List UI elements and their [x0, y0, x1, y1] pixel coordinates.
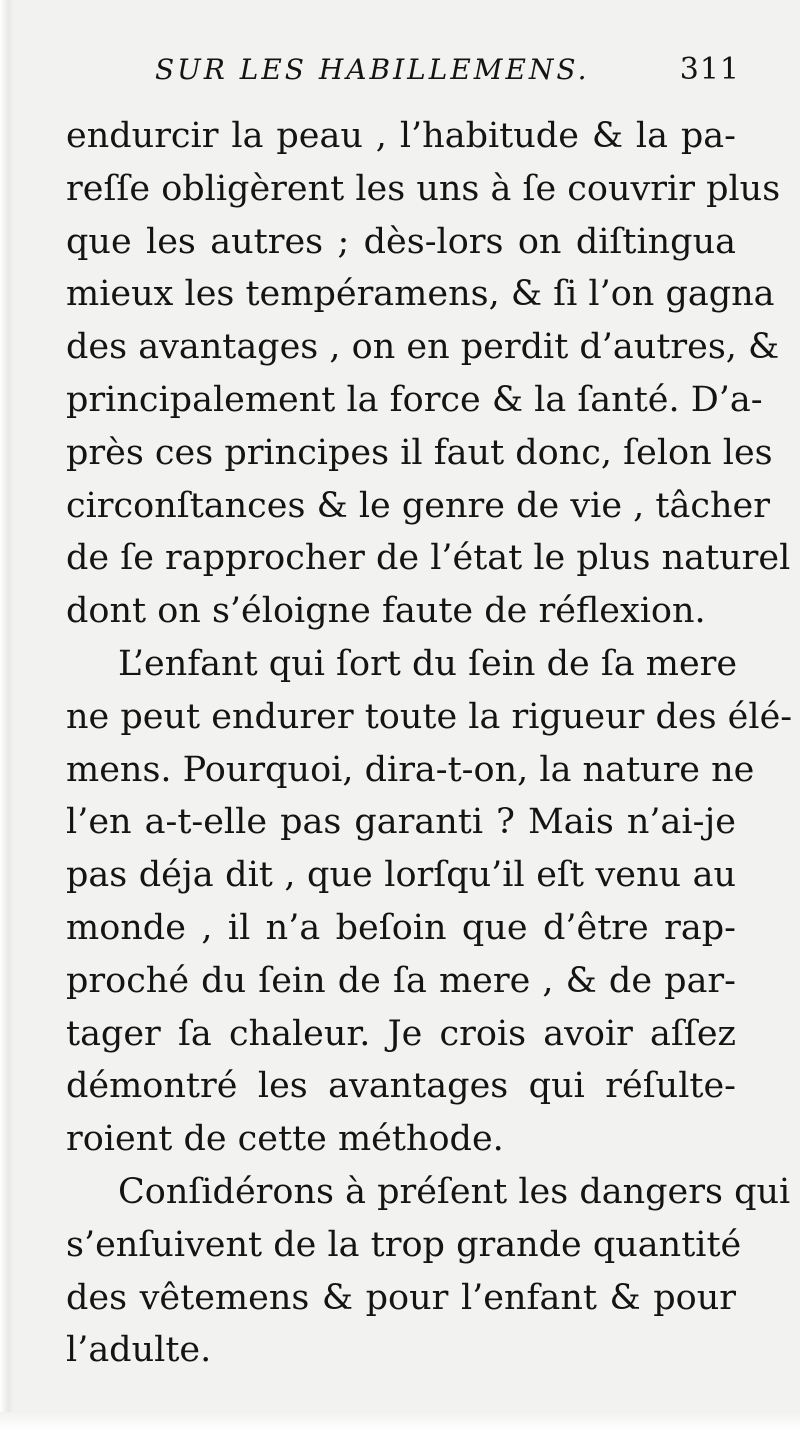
- text-line: que les autres ; dès-lors on diſtingua: [66, 221, 736, 262]
- text-line: mens. Pourquoi, dira-t-on, la nature ne: [66, 749, 755, 790]
- text-line: proché du ſein de ſa mere , & de par-: [66, 960, 736, 1001]
- running-title: SUR LES HABILLEMENS.: [155, 53, 590, 86]
- text-line: reſſe obligèrent les uns à ſe couvrir plus: [66, 168, 781, 209]
- paragraph-end-line: l’adulte.: [66, 1330, 212, 1371]
- text-line: tager ſa chaleur. Je crois avoir aſſez: [66, 1013, 736, 1054]
- text-line: mieux les tempéramens, & ſi l’on gagna: [66, 274, 775, 315]
- text-line: pas déja dit , que lorſqu’il eſt venu au: [66, 855, 736, 896]
- text-line: des avantages , on en perdit d’autres, &: [66, 327, 780, 368]
- page-gutter-shadow: [0, 0, 14, 1430]
- text-line: endurcir la peau , l’habitude & la pa-: [66, 116, 736, 156]
- running-head: [155, 52, 740, 92]
- text-line: s’enſuivent de la trop grande quantité: [66, 1224, 742, 1265]
- body-text: [66, 110, 793, 1377]
- text-line: de ſe rapprocher de l’état le plus naturel: [66, 538, 791, 579]
- text-line: circonſtances & le genre de vie , tâcher: [66, 485, 770, 526]
- paragraph-start-line: Conſidérons à préſent les dangers qui: [118, 1171, 791, 1212]
- page-number: 311: [679, 52, 740, 87]
- text-line: monde , il n’a beſoin que d’être rap-: [66, 907, 736, 948]
- paragraph-start-line: L’enfant qui ſort du ſein de ſa mere: [118, 643, 738, 684]
- text-line: près ces principes il faut donc, ſelon les: [66, 432, 773, 473]
- text-line: l’en a-t-elle pas garanti ? Mais n’ai-je: [66, 802, 736, 843]
- paragraph-end-line: dont on s’éloigne faute de réflexion.: [66, 591, 706, 632]
- text-line: principalement la force & la ſanté. D’a-: [66, 379, 763, 420]
- paragraph-end-line: roient de cette méthode.: [66, 1119, 504, 1160]
- text-line: des vêtemens & pour l’enfant & pour: [66, 1277, 736, 1318]
- text-line: ne peut endurer toute la rigueur des élé-: [66, 696, 793, 737]
- text-line: démontré les avantages qui réſulte-: [66, 1066, 736, 1107]
- page-bottom-edge: [0, 1412, 800, 1430]
